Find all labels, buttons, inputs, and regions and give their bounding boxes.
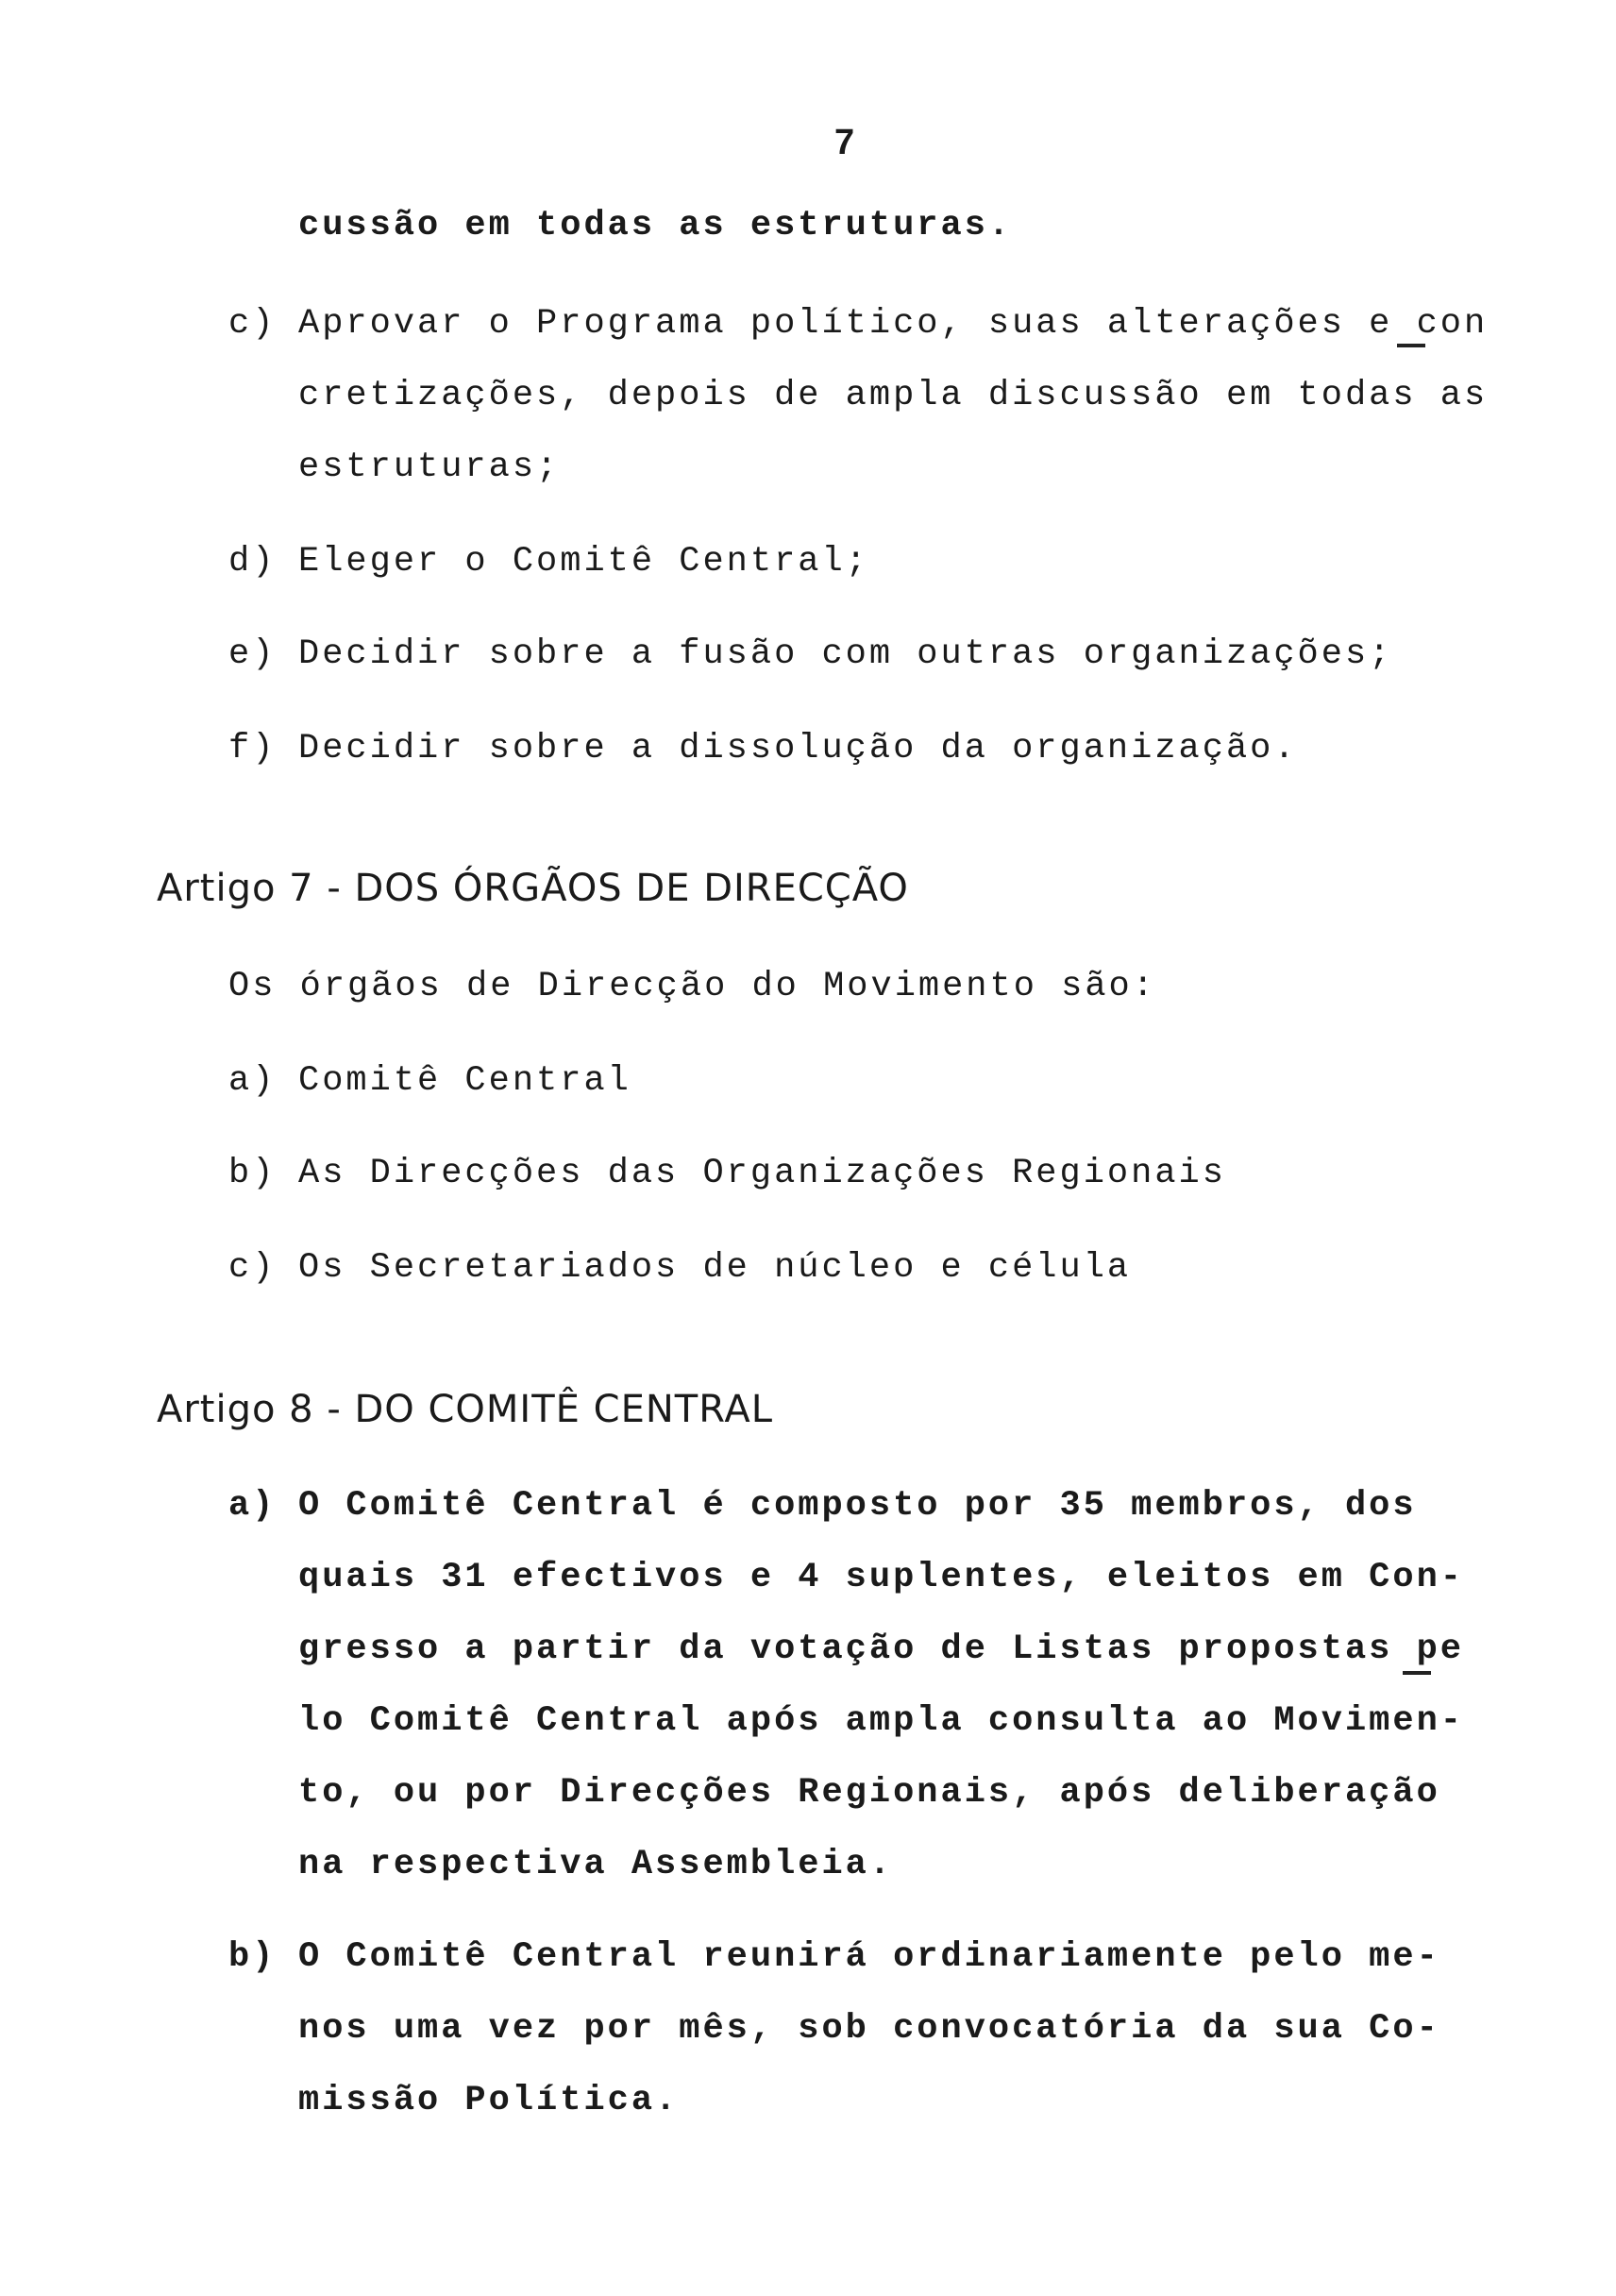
item-e-text: Decidir sobre a fusão com outras organizações; [298,634,1393,674]
article-7-heading: Artigo 7 - DOS ÓRGÃOS DE DIRECÇÃO [157,867,909,910]
item-c-line-2: cretizações, depois de ampla discussão em todas as [298,376,1489,415]
article-8-item-a-line-1: O Comitê Central é composto por 35 membros, dos [298,1486,1417,1526]
item-c-line-1: Aprovar o Programa político, suas alterações e con [298,304,1489,344]
article-8-item-b-line-1: O Comitê Central reunirá ordinariamente pelo me- [298,1937,1440,1977]
article-7-item-b-text: As Direcções das Organizações Regionais [298,1154,1226,1193]
article-8-item-b-line-2: nos uma vez por mês, sob convocatória da sua Co- [298,2009,1440,2049]
article-7-item-c-letter: c) [228,1248,277,1288]
article-8-item-a-letter: a) [228,1486,277,1526]
underline-mark [1397,344,1425,347]
item-e-letter: e) [228,634,277,674]
article-8-item-a-line-5: to, ou por Direcções Regionais, após deliberação [298,1773,1440,1813]
article-8-item-b-line-3: missão Política. [298,2081,680,2120]
article-7-intro: Os órgãos de Direcção do Movimento são: [228,967,1156,1006]
item-f-letter: f) [228,729,277,768]
article-7-item-c-text: Os Secretariados de núcleo e célula [298,1248,1132,1288]
item-c-letter: c) [228,304,277,344]
item-d-text: Eleger o Comitê Central; [298,542,869,582]
article-7-item-b-letter: b) [228,1154,277,1193]
article-8-item-b-letter: b) [228,1937,277,1977]
article-7-item-a-text: Comitê Central [298,1061,631,1101]
item-c-line-3: estruturas; [298,447,561,487]
underline-mark [1403,1671,1431,1675]
article-8-item-a-line-3: gresso a partir da votação de Listas propostas pe [298,1629,1464,1669]
article-8-heading: Artigo 8 - DO COMITÊ CENTRAL [157,1388,774,1431]
article-8-item-a-line-6: na respectiva Assembleia. [298,1845,894,1884]
item-d-letter: d) [228,542,277,582]
page-number: 7 [834,123,858,162]
intro-line: cussão em todas as estruturas. [298,206,1013,245]
article-7-item-a-letter: a) [228,1061,277,1101]
article-8-item-a-line-4: lo Comitê Central após ampla consulta ao Movimen- [298,1701,1464,1741]
item-f-text: Decidir sobre a dissolução da organização. [298,729,1298,768]
article-8-item-a-line-2: quais 31 efectivos e 4 suplentes, eleitos em Con- [298,1558,1464,1597]
